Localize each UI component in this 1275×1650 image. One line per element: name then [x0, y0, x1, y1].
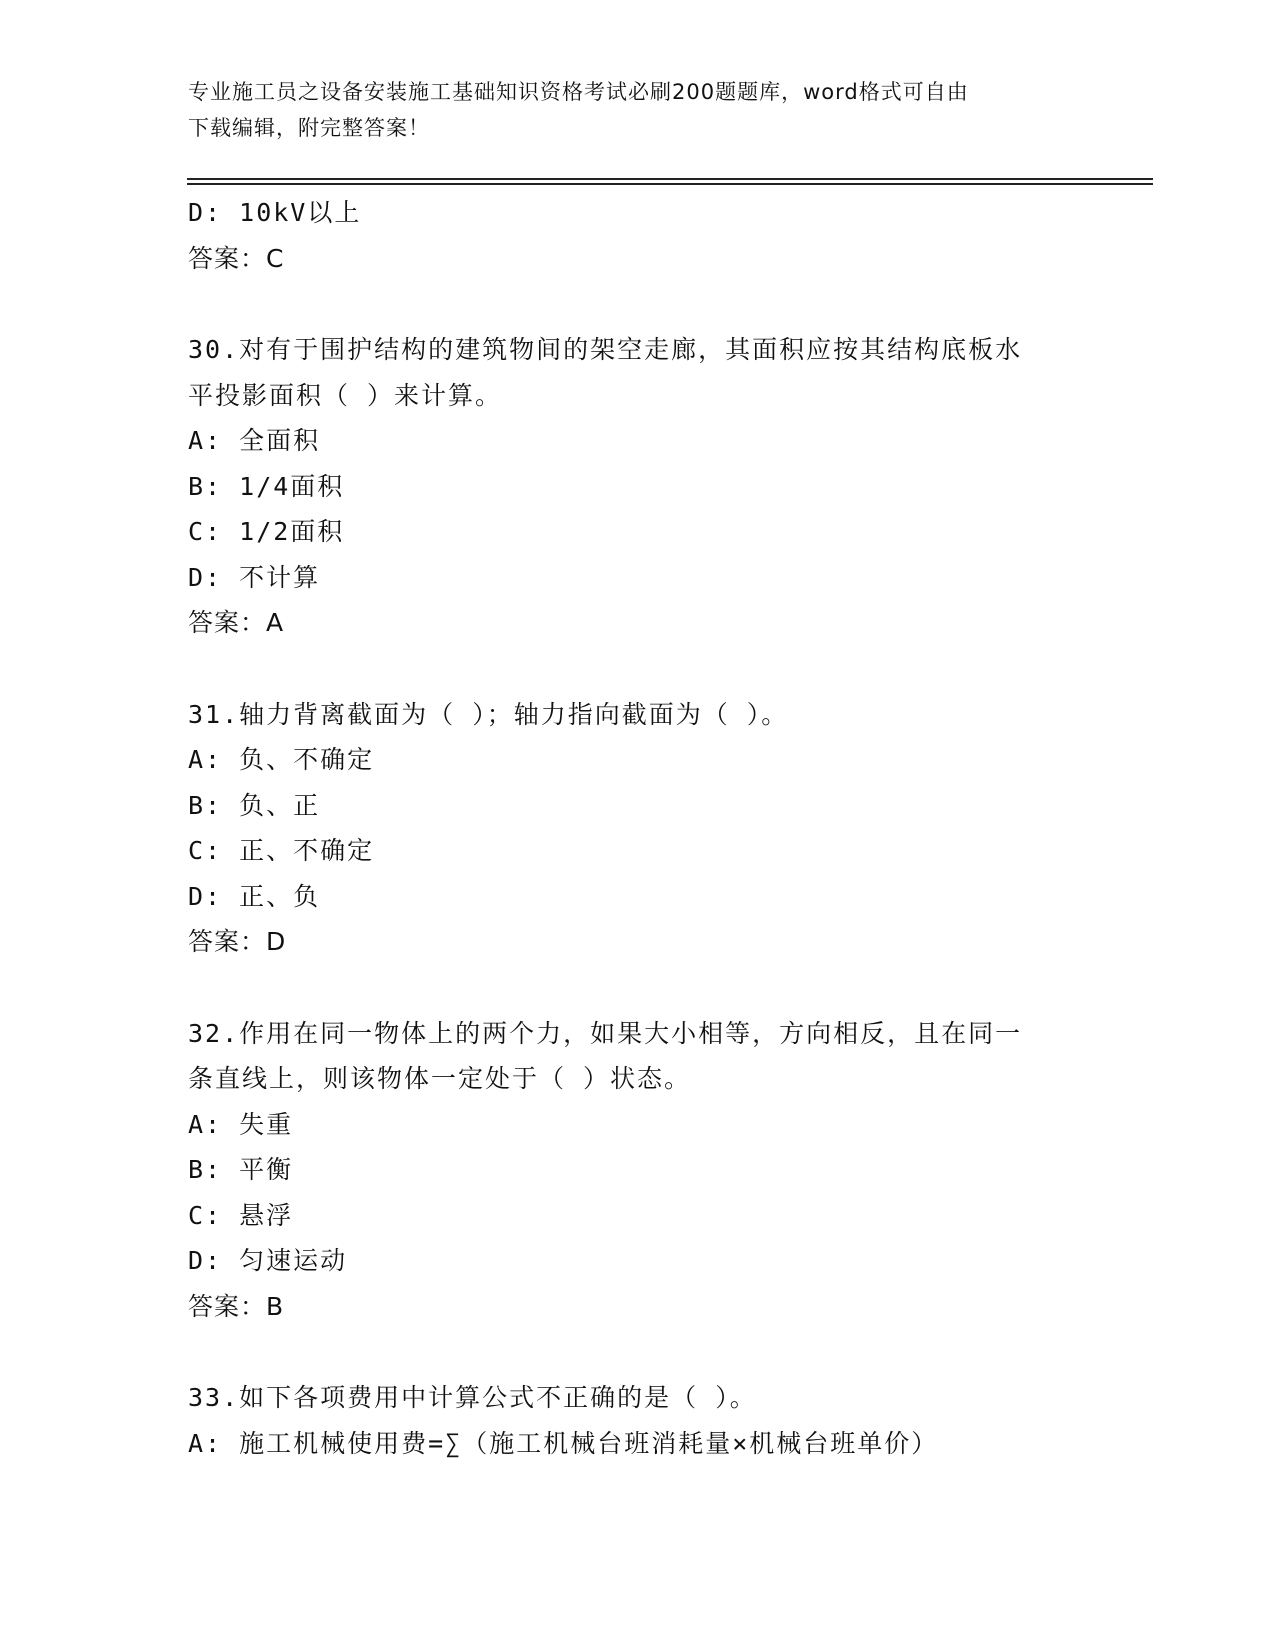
question-block-33	[188, 1375, 1088, 1466]
answer-line: 答案：A	[188, 608, 285, 637]
header-divider-bottom	[187, 183, 1153, 185]
option-d: D: 正、负	[188, 881, 321, 911]
option-a: A: 全面积	[188, 426, 321, 455]
option-d: D: 匀速运动	[188, 1246, 348, 1275]
header-line-1: 专业施工员之设备安装施工基础知识资格考试必刷200题题库，word格式可自由	[188, 80, 969, 104]
header-line-2: 下载编辑，附完整答案！	[188, 116, 430, 140]
option-c: C: 悬浮	[188, 1200, 294, 1230]
question-block-30	[188, 327, 1088, 646]
option-a: A: 失重	[188, 1109, 294, 1139]
question-block-32	[188, 1011, 1088, 1330]
question-stem-continued: 平投影面积（ ）来计算。	[188, 380, 503, 410]
question-stem: 31.轴力背离截面为（ ）；轴力指向截面为（ ）。	[188, 699, 789, 729]
question-stem: 30.对有于围护结构的建筑物间的架空走廊，其面积应按其结构底板水	[188, 335, 1023, 364]
page-header	[188, 74, 1088, 146]
option-d: D: 10kV以上	[188, 198, 362, 227]
question-block-29	[188, 190, 1088, 281]
option-c: C: 正、不确定	[188, 836, 375, 865]
question-list	[188, 190, 1088, 1466]
option-a: A: 负、不确定	[188, 745, 375, 774]
option-b: B: 负、正	[188, 790, 321, 820]
header-divider-top	[187, 178, 1153, 180]
question-stem-continued: 条直线上，则该物体一定处于（ ）状态。	[188, 1064, 692, 1093]
question-stem: 33.如下各项费用中计算公式不正确的是（ ）。	[188, 1383, 757, 1412]
answer-line: 答案：C	[188, 243, 285, 273]
answer-line: 答案：D	[188, 927, 287, 956]
option-a: A: 施工机械使用费=∑（施工机械台班消耗量×机械台班单价）	[188, 1428, 939, 1458]
option-d: D: 不计算	[188, 562, 321, 592]
option-b: B: 1/4面积	[188, 471, 345, 501]
option-c: C: 1/2面积	[188, 517, 345, 546]
option-b: B: 平衡	[188, 1155, 294, 1184]
question-block-31	[188, 692, 1088, 965]
question-stem: 32.作用在同一物体上的两个力，如果大小相等，方向相反，且在同一	[188, 1018, 1023, 1048]
answer-line: 答案：B	[188, 1291, 285, 1321]
